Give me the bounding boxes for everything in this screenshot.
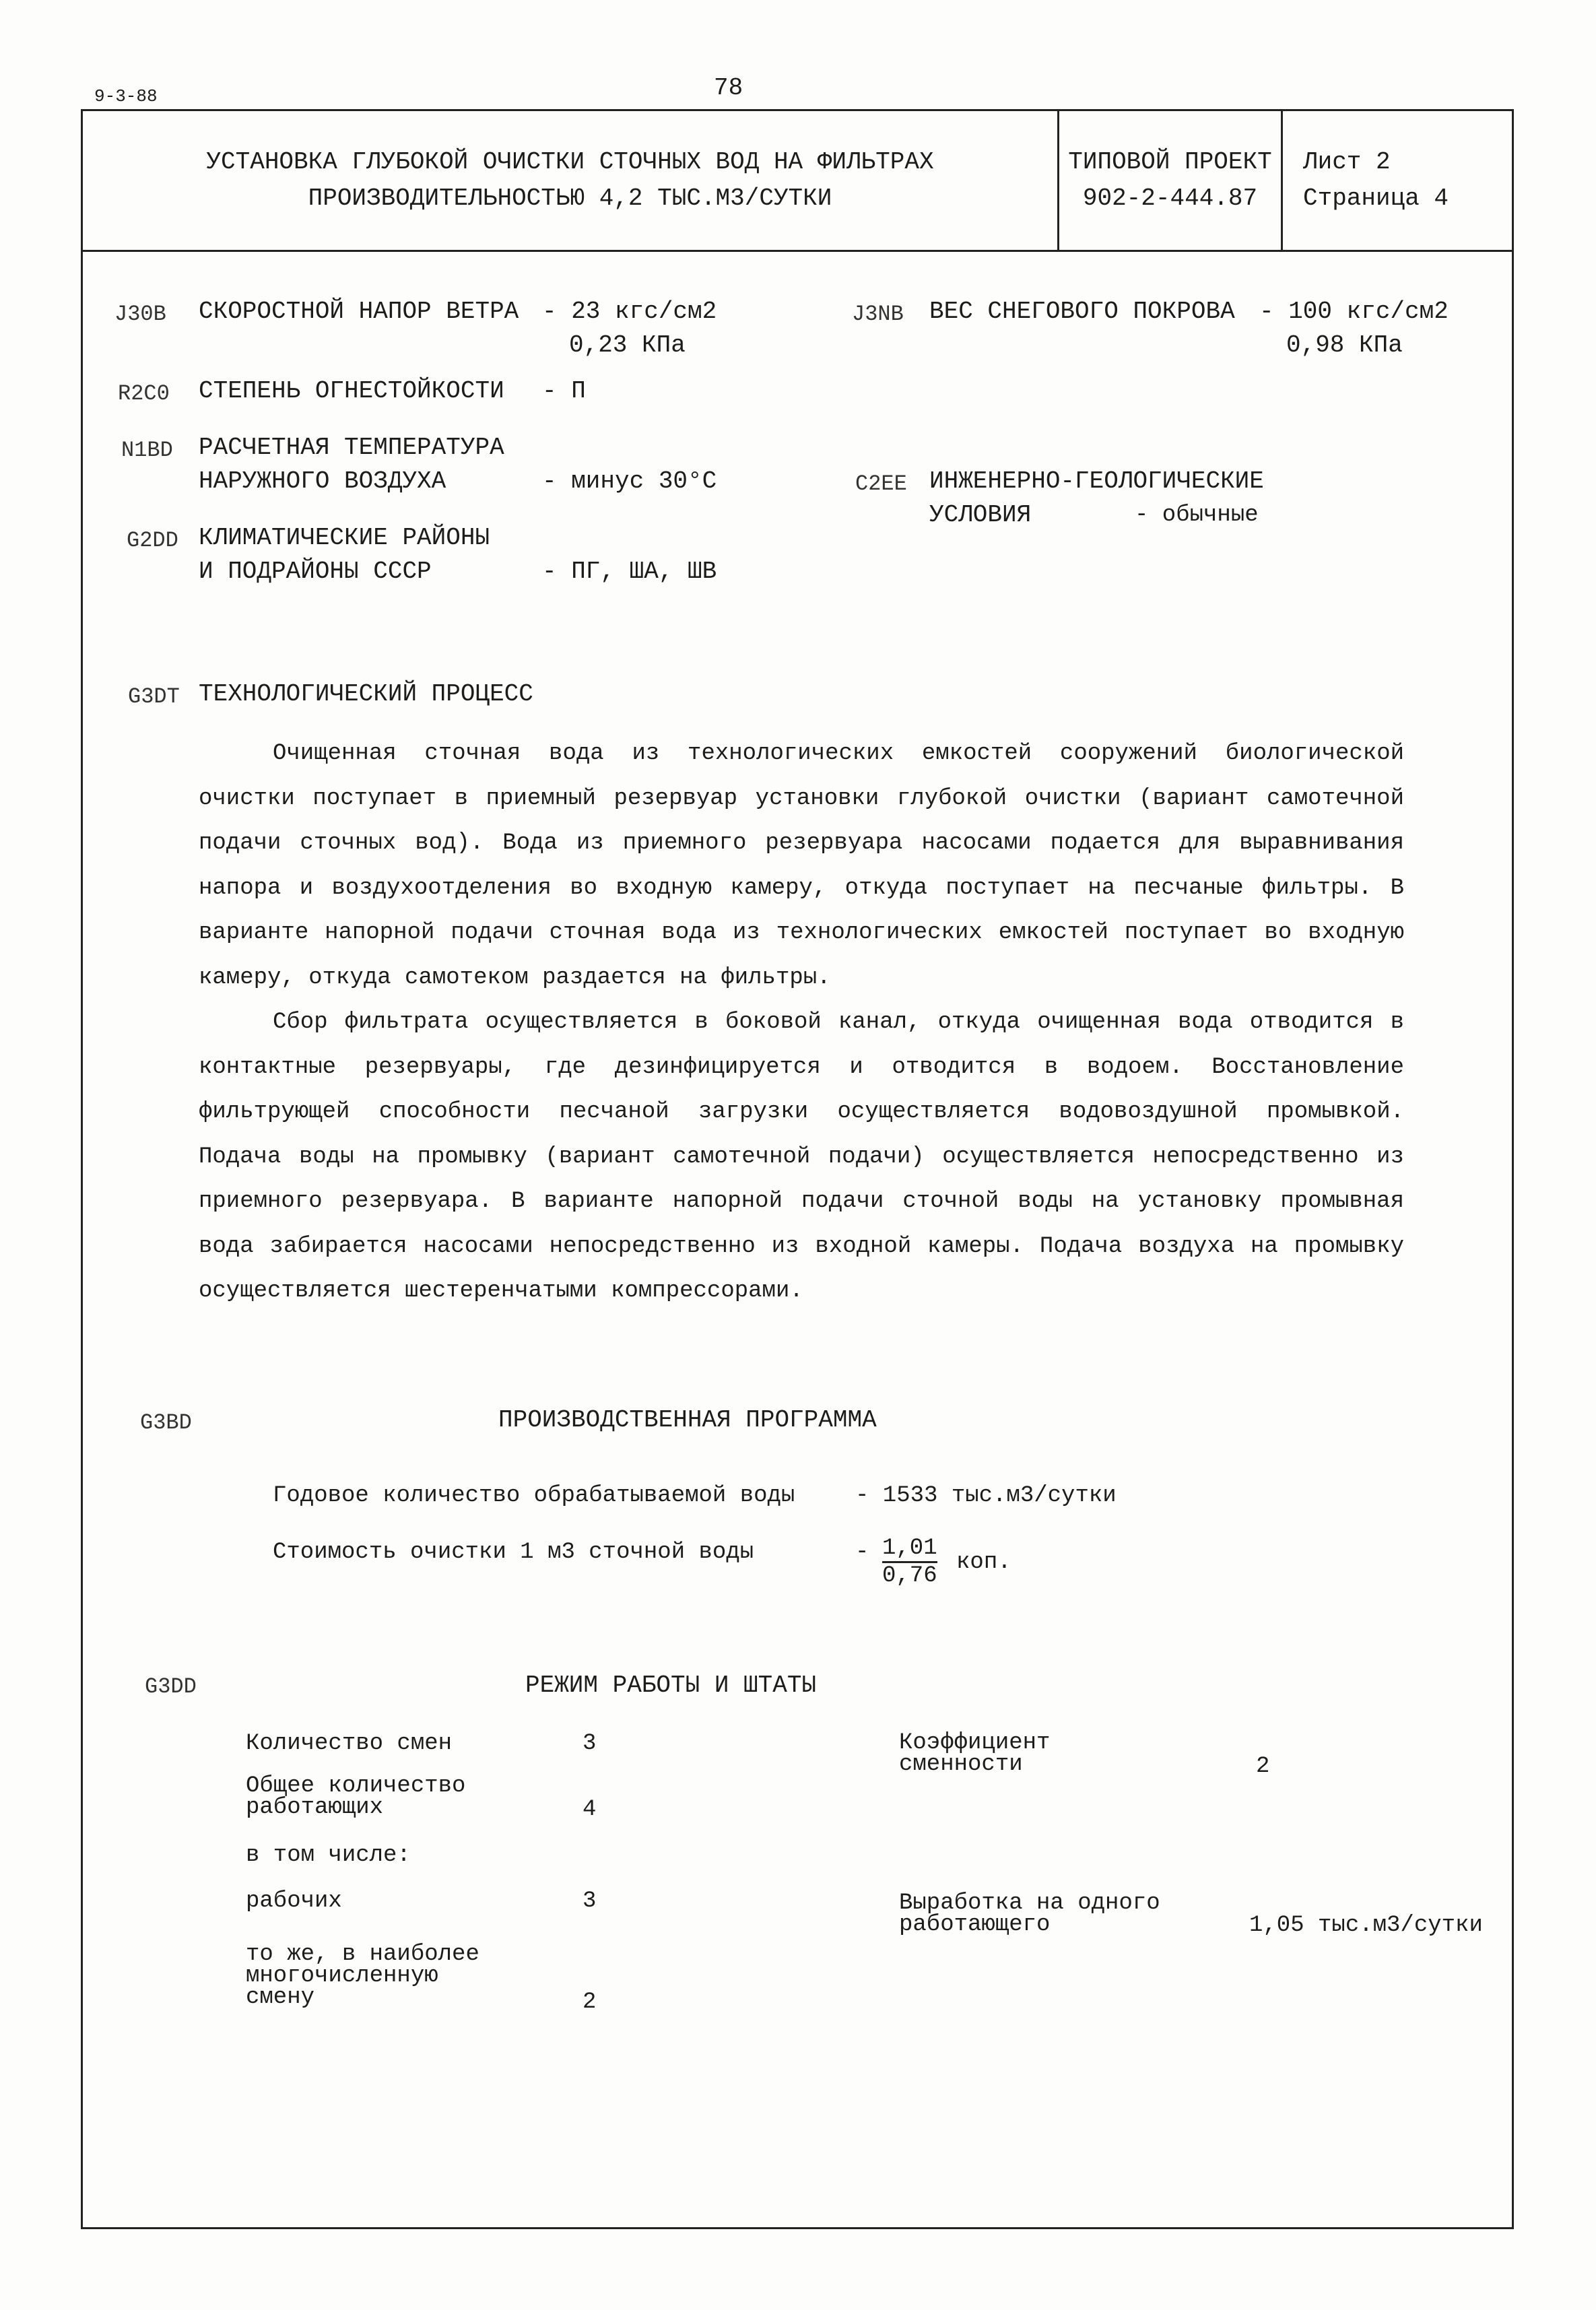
page-label: Страница 4 bbox=[1303, 185, 1449, 212]
project-cell bbox=[1059, 111, 1283, 250]
param-value-secondary: 0,98 КПа bbox=[1286, 331, 1403, 359]
sheet-number: Лист 2 bbox=[1303, 148, 1391, 176]
param-label-line-2: НАРУЖНОГО ВОЗДУХА bbox=[199, 467, 446, 495]
section-code: G3DD bbox=[145, 1674, 197, 1699]
cost-denominator: 0,76 bbox=[882, 1563, 937, 1589]
cost-fraction bbox=[882, 1536, 1011, 1589]
paragraph: Сбор фильтрата осуществляется в боковой канал, откуда очищенная вода отводится в контактные резервуары, где дезинфицируется и отводится в водоем. Восстановление фильтрующей способности песчаной загрузки осуществляется водовоздушной промывкой. Подача воды на промывку (вариант самотечной подачи) осуществляется непосредственно из приемного резервуара. В варианте напорной подачи сточной воды на установку промывная вода забирается насосами непосредственно из входной камеры. Подача воздуха на промывку осуществляется шестеренчатыми компрессорами. bbox=[199, 1010, 1404, 1304]
param-label: СТЕПЕНЬ ОГНЕСТОЙКОСТИ bbox=[199, 377, 504, 405]
param-code: R2C0 bbox=[118, 381, 170, 406]
sheet-cell bbox=[1283, 111, 1512, 250]
param-label: КЛИМАТИЧЕСКИЕ РАЙОНЫ bbox=[199, 524, 490, 552]
param-value: - обычные bbox=[1135, 502, 1259, 528]
total-staff-label: Общее количество работающих bbox=[246, 1773, 466, 1820]
param-code: J30B bbox=[114, 302, 166, 327]
section-code: G3DT bbox=[128, 684, 180, 709]
project-label: ТИПОВОЙ ПРОЕКТ bbox=[1068, 148, 1272, 176]
section-code: G3BD bbox=[140, 1410, 192, 1435]
param-value: - минус 30°С bbox=[542, 467, 717, 495]
section-title: РЕЖИМ РАБОТЫ И ШТАТЫ bbox=[525, 1672, 817, 1699]
including-label: в том числе: bbox=[246, 1843, 411, 1868]
shifts-label: Количество смен bbox=[246, 1731, 453, 1756]
annual-volume-label: Годовое количество обрабатываемой воды bbox=[273, 1483, 795, 1509]
shift-coefficient-label: Коэффициент сменности bbox=[899, 1730, 1051, 1777]
section-title: ПРОИЗВОДСТВЕННАЯ ПРОГРАММА bbox=[498, 1406, 877, 1434]
cost-unit: коп. bbox=[956, 1549, 1011, 1575]
param-value: - ПГ, ША, ШВ bbox=[542, 558, 717, 585]
project-number: 902-2-444.87 bbox=[1082, 185, 1258, 212]
max-shift-value: 2 bbox=[583, 1989, 597, 2015]
output-per-worker-label: Выработка на одного работающего bbox=[899, 1890, 1160, 1938]
param-label: ВЕС СНЕГОВОГО ПОКРОВА bbox=[929, 298, 1235, 325]
title-cell bbox=[83, 111, 1059, 250]
param-code: G2DD bbox=[127, 528, 178, 553]
output-per-worker-value: 1,05 тыс.м3/сутки bbox=[1249, 1913, 1483, 1938]
workers-value: 3 bbox=[583, 1888, 597, 1914]
param-code: J3NB bbox=[852, 302, 904, 327]
process-text bbox=[199, 731, 1404, 1314]
paragraph: Очищенная сточная вода из технологических емкостей сооружений биологической очистки поступает в приемный резервуар установки глубокой очистки (вариант самотечной подачи сточных вод). Вода из приемного резервуара насосами подается для выравнивания напора и воздухоотделения во входную камеру, откуда поступает на песчаные фильтры. В варианте напорной подачи сточная вода из технологических емкостей поступает во входную камеру, откуда самотеком раздается на фильтры. bbox=[199, 741, 1404, 991]
shift-coefficient-value: 2 bbox=[1256, 1754, 1270, 1779]
workers-label: рабочих bbox=[246, 1888, 342, 1914]
param-value: - 100 кгс/см2 bbox=[1259, 298, 1449, 325]
param-code: N1BD bbox=[121, 438, 173, 463]
param-label-line-2: УСЛОВИЯ bbox=[929, 501, 1032, 529]
title-block bbox=[83, 111, 1512, 252]
param-value: - 23 кгс/см2 bbox=[542, 298, 717, 325]
param-code: C2EE bbox=[855, 471, 907, 496]
page-number: 78 bbox=[714, 74, 743, 102]
param-label: РАСЧЕТНАЯ ТЕМПЕРАТУРА bbox=[199, 434, 504, 461]
section-title: ТЕХНОЛОГИЧЕСКИЙ ПРОЦЕСС bbox=[199, 680, 533, 708]
total-staff-value: 4 bbox=[583, 1797, 597, 1822]
param-label-line-2: И ПОДРАЙОНЫ СССР bbox=[199, 558, 432, 585]
cost-label: Стоимость очистки 1 м3 сточной воды bbox=[273, 1540, 754, 1565]
title-line-1: УСТАНОВКА ГЛУБОКОЙ ОЧИСТКИ СТОЧНЫХ ВОД НА ФИЛЬТРАХ bbox=[206, 148, 934, 176]
annual-volume-value: - 1533 тыс.м3/сутки bbox=[855, 1483, 1117, 1509]
shifts-value: 3 bbox=[583, 1731, 597, 1756]
param-label: ИНЖЕНЕРНО-ГЕОЛОГИЧЕСКИЕ bbox=[929, 467, 1264, 495]
cost-numerator: 1,01 bbox=[882, 1536, 937, 1563]
param-value-secondary: 0,23 КПа bbox=[569, 331, 686, 359]
title-line-2: ПРОИЗВОДИТЕЛЬНОСТЬЮ 4,2 ТЫС.М3/СУТКИ bbox=[308, 185, 832, 212]
document-code: 9-3-88 bbox=[94, 86, 158, 106]
cost-dash: - bbox=[855, 1540, 869, 1565]
param-value: - П bbox=[542, 377, 586, 405]
param-label: СКОРОСТНОЙ НАПОР ВЕТРА bbox=[199, 298, 519, 325]
max-shift-label: то же, в наиболее многочисленную смену bbox=[246, 1942, 479, 2010]
